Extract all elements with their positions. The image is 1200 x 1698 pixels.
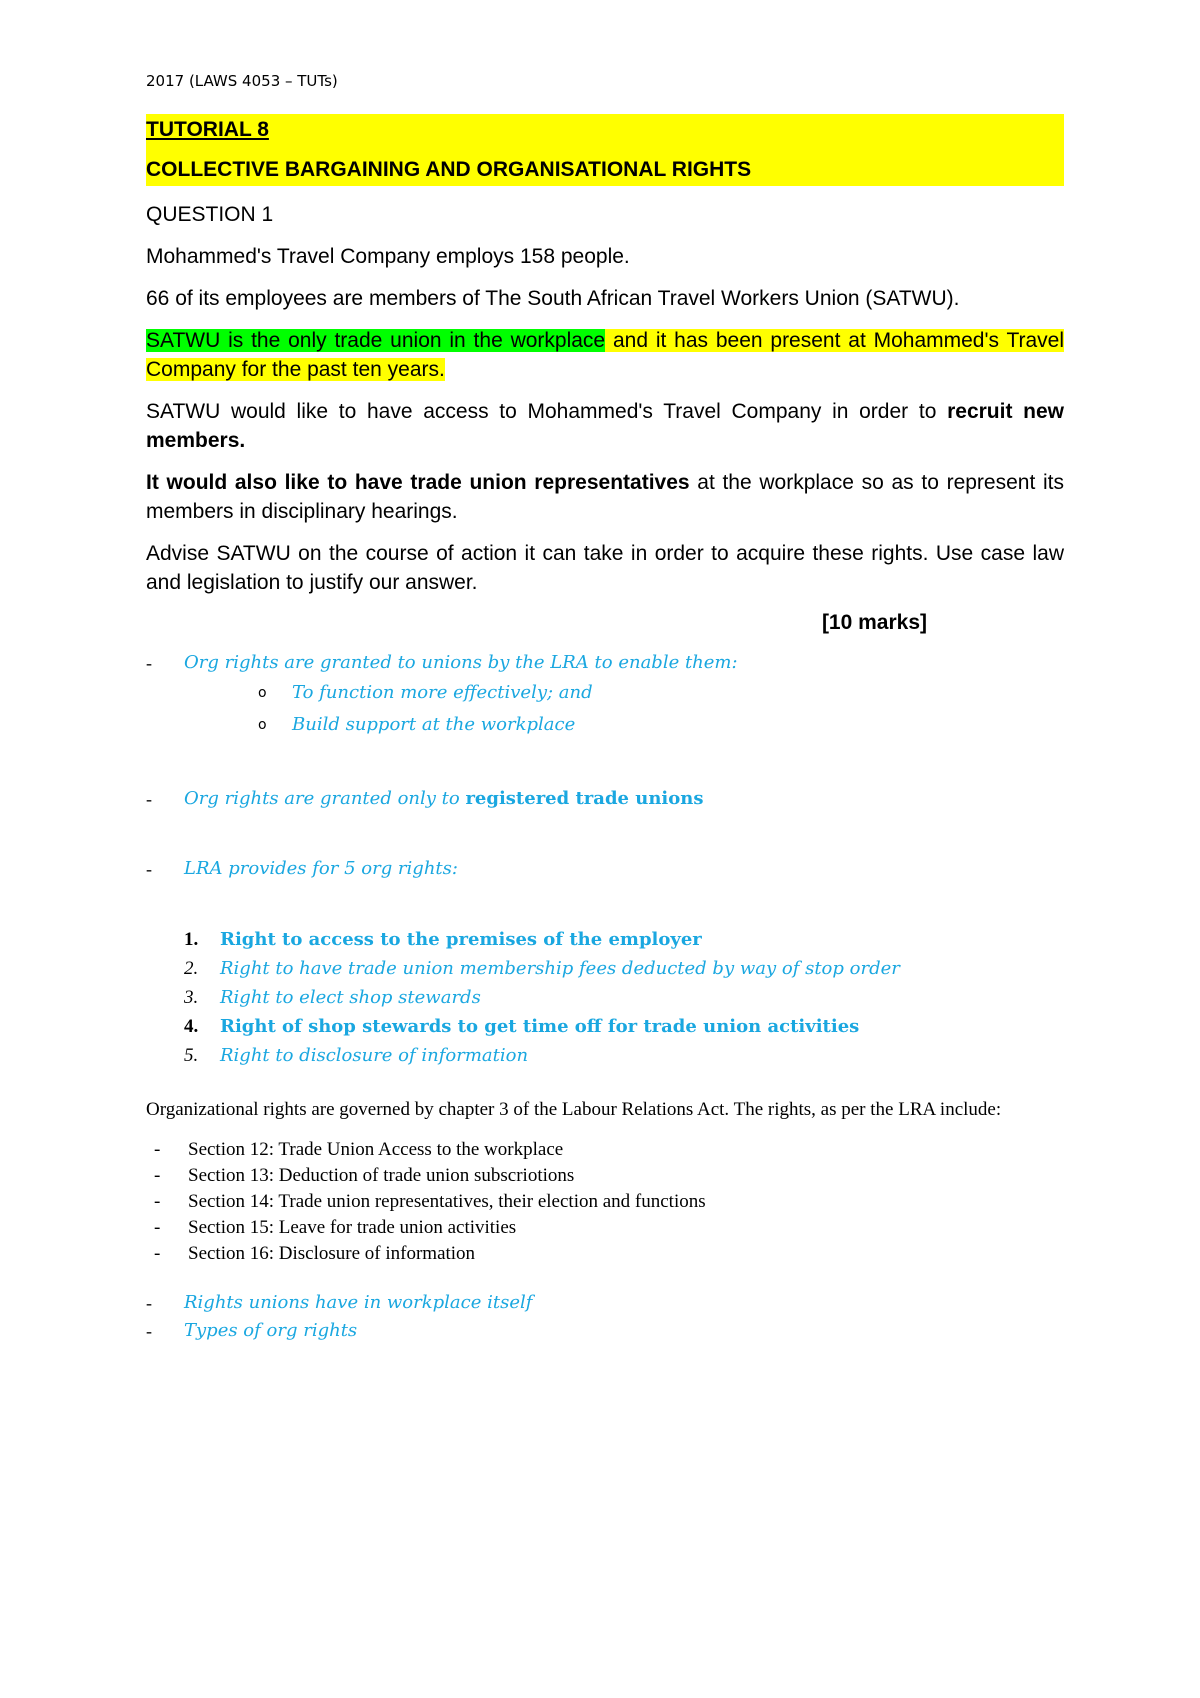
section-list-item (146, 1241, 1064, 1267)
note-item (146, 855, 1064, 883)
note-subitem-text: Build support at the workplace (292, 714, 576, 735)
recruit-bold: recruit new members. (146, 400, 1064, 452)
right-text: Right to disclosure of information (220, 1045, 529, 1066)
section-list-item (146, 1163, 1064, 1189)
rights-list-item (146, 1012, 1064, 1041)
dash-bullet: - (154, 1217, 161, 1238)
right-text: Right to elect shop stewards (220, 987, 481, 1008)
note-text: LRA provides for 5 org rights: (184, 858, 458, 879)
list-number: 3. (184, 987, 199, 1008)
dash-bullet: - (146, 789, 152, 809)
final-note-item (146, 1317, 1064, 1345)
section-list-item (146, 1189, 1064, 1215)
paragraph-representatives (146, 468, 1064, 526)
section-list-item (146, 1215, 1064, 1241)
circle-bullet-icon: o (258, 685, 267, 701)
org-rights-paragraph: Organizational rights are governed by chapter 3 of the Labour Relations Act. The rights, as per the LRA include: (146, 1099, 1002, 1120)
rights-list-item (146, 983, 1064, 1012)
title-block (146, 114, 1064, 186)
tutorial-title: TUTORIAL 8 (146, 118, 269, 141)
access-text: SATWU would like to have access to Mohammed's Travel Company in order to (146, 400, 948, 423)
paragraph-members: 66 of its employees are members of The South African Travel Workers Union (SATWU). (146, 287, 960, 310)
section-text: Section 14: Trade union representatives, their election and functions (188, 1191, 706, 1212)
paragraph-employees: Mohammed's Travel Company employs 158 people. (146, 245, 630, 268)
representatives-text: at the workplace so as to represent its members in disciplinary hearings. (146, 471, 1064, 523)
dash-bullet: - (146, 653, 152, 673)
dash-bullet: - (146, 859, 152, 879)
paragraph-advise: Advise SATWU on the course of action it can take in order to acquire these rights. Use case law and legislation to justify our answer. (146, 542, 1064, 594)
dash-bullet: - (154, 1243, 161, 1264)
dash-bullet: - (154, 1191, 161, 1212)
rights-list-item (146, 954, 1064, 983)
right-text: Right of shop stewards to get time off for trade union activities (220, 1016, 860, 1037)
final-note-text: Rights unions have in workplace itself (184, 1292, 533, 1313)
document-body (146, 114, 1064, 1345)
section-text: Section 16: Disclosure of information (188, 1243, 476, 1264)
section-text: Section 12: Trade Union Access to the workplace (188, 1139, 564, 1160)
final-note-item (146, 1289, 1064, 1317)
note-bold-text: registered trade unions (465, 788, 704, 809)
circle-bullet-icon: o (258, 717, 267, 733)
final-note-text: Types of org rights (184, 1320, 358, 1341)
yellow-highlight-text: and it has been present at Mohammed's Travel Company for the past ten years. (146, 329, 1065, 381)
green-highlight-text: SATWU is the only trade union in the workplace (146, 329, 606, 352)
rights-list-item (146, 1041, 1064, 1070)
note-text: Org rights are granted to unions by the LRA to enable them: (184, 652, 738, 673)
note-item (146, 785, 1064, 813)
dash-bullet: - (146, 1321, 152, 1341)
note-subitem (146, 677, 1064, 709)
list-number: 1. (184, 929, 199, 950)
page-header: 2017 (LAWS 4053 – TUTs) (146, 72, 338, 90)
paragraph-only-union (146, 326, 1064, 384)
section-text: Section 15: Leave for trade union activities (188, 1217, 517, 1238)
note-subitem-text: To function more effectively; and (292, 682, 593, 703)
list-number: 4. (184, 1016, 199, 1037)
note-item (146, 649, 1064, 677)
note-subitem (146, 709, 1064, 741)
dash-bullet: - (154, 1139, 161, 1160)
marks-label: [10 marks] (821, 611, 927, 634)
dash-bullet: - (154, 1165, 161, 1186)
section-text: Section 13: Deduction of trade union subscriotions (188, 1165, 575, 1186)
list-number: 5. (184, 1045, 199, 1066)
rights-list-item (146, 925, 1064, 954)
right-text: Right to have trade union membership fees deducted by way of stop order (220, 958, 900, 979)
paragraph-access (146, 397, 1064, 455)
note-text: Org rights are granted only to (184, 788, 466, 809)
tutorial-subtitle: COLLECTIVE BARGAINING AND ORGANISATIONAL RIGHTS (146, 158, 752, 181)
right-text: Right to access to the premises of the employer (220, 929, 702, 950)
dash-bullet: - (146, 1293, 152, 1313)
section-list-item (146, 1137, 1064, 1163)
representatives-bold: It would also like to have trade union representatives (146, 471, 690, 494)
list-number: 2. (184, 958, 199, 979)
question-label: QUESTION 1 (146, 203, 274, 226)
